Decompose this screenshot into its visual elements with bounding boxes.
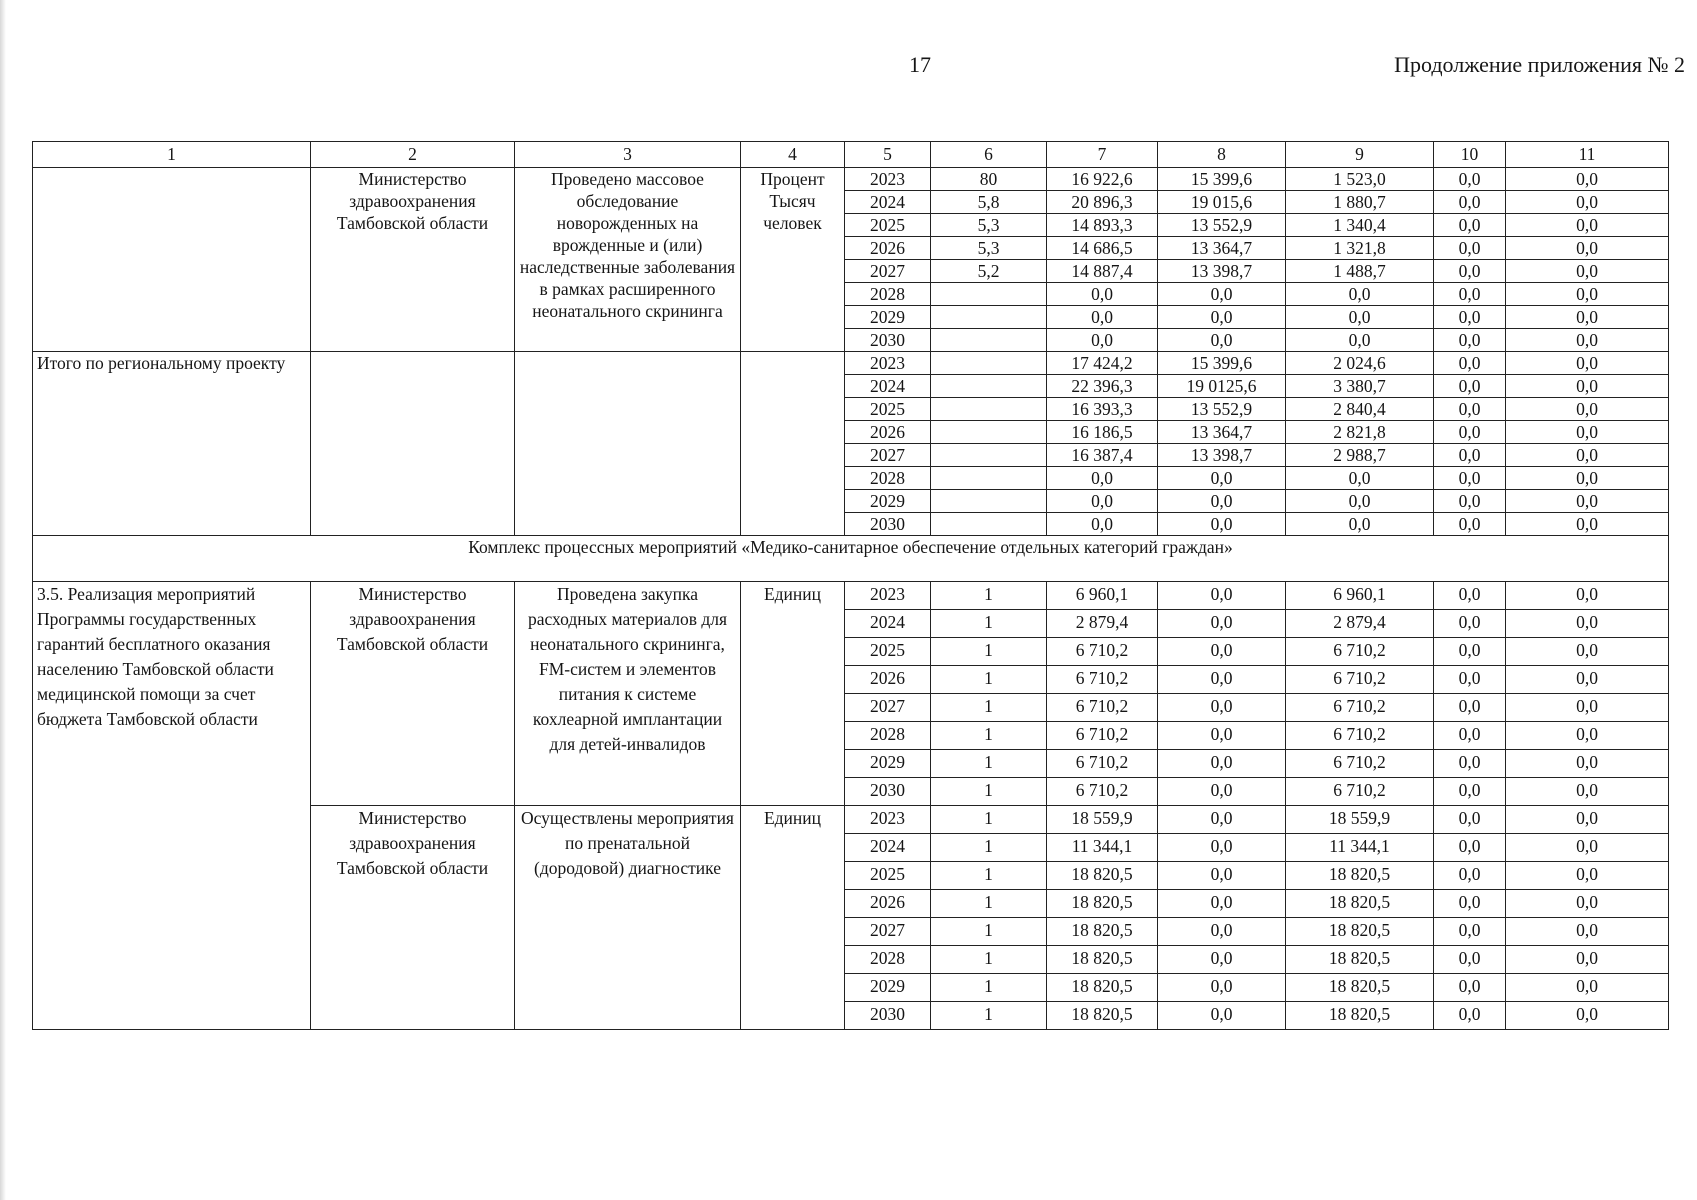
total-amount-cell: 14 686,5 [1047,237,1158,260]
federal-budget-cell: 0,0 [1158,890,1286,918]
regional-budget-cell: 1 523,0 [1286,168,1434,191]
total-amount-cell: 16 922,6 [1047,168,1158,191]
indicator-value-cell [931,444,1047,467]
regional-budget-cell: 1 880,7 [1286,191,1434,214]
regional-budget-cell: 18 820,5 [1286,974,1434,1002]
column-header: 5 [845,142,931,168]
regional-budget-cell: 18 820,5 [1286,918,1434,946]
local-budget-cell: 0,0 [1434,918,1506,946]
column-header: 8 [1158,142,1286,168]
regional-budget-cell: 18 820,5 [1286,1002,1434,1030]
regional-budget-cell: 2 879,4 [1286,610,1434,638]
federal-budget-cell: 0,0 [1158,750,1286,778]
page-number: 17 [909,52,931,77]
extrabudget-cell: 0,0 [1506,375,1669,398]
total-amount-cell: 17 424,2 [1047,352,1158,375]
federal-budget-cell: 13 552,9 [1158,398,1286,421]
year-cell: 2026 [845,237,931,260]
regional-budget-cell: 18 820,5 [1286,890,1434,918]
extrabudget-cell: 0,0 [1506,329,1669,352]
extrabudget-cell: 0,0 [1506,890,1669,918]
extrabudget-cell: 0,0 [1506,421,1669,444]
executor-cell: Министерство здравоохранения Тамбовской области [311,168,515,352]
indicator-value-cell [931,352,1047,375]
local-budget-cell: 0,0 [1434,398,1506,421]
total-amount-cell: 18 820,5 [1047,918,1158,946]
total-amount-cell: 0,0 [1047,329,1158,352]
federal-budget-cell: 0,0 [1158,1002,1286,1030]
federal-budget-cell: 0,0 [1158,806,1286,834]
local-budget-cell: 0,0 [1434,834,1506,862]
extrabudget-cell: 0,0 [1506,946,1669,974]
table-header-row [33,142,1669,168]
local-budget-cell: 0,0 [1434,467,1506,490]
local-budget-cell: 0,0 [1434,513,1506,536]
total-amount-cell: 6 710,2 [1047,722,1158,750]
federal-budget-cell: 0,0 [1158,974,1286,1002]
year-cell: 2024 [845,375,931,398]
indicator-value-cell: 1 [931,694,1047,722]
year-cell: 2028 [845,946,931,974]
extrabudget-cell: 0,0 [1506,638,1669,666]
indicator-value-cell: 1 [931,834,1047,862]
year-cell: 2024 [845,610,931,638]
extrabudget-cell: 0,0 [1506,750,1669,778]
regional-budget-cell: 0,0 [1286,283,1434,306]
executor-cell: Министерство здравоохранения Тамбовской области [311,806,515,1030]
federal-budget-cell: 0,0 [1158,778,1286,806]
regional-budget-cell: 1 488,7 [1286,260,1434,283]
executor-cell [311,352,515,536]
year-cell: 2023 [845,352,931,375]
measure-name-cell: Итого по региональному проекту [33,352,311,536]
indicator-value-cell: 1 [931,582,1047,610]
year-cell: 2027 [845,694,931,722]
unit-cell: Единиц [741,582,845,806]
column-header: 9 [1286,142,1434,168]
federal-budget-cell: 0,0 [1158,918,1286,946]
regional-budget-cell: 18 559,9 [1286,806,1434,834]
indicator-value-cell: 5,8 [931,191,1047,214]
total-amount-cell: 18 820,5 [1047,946,1158,974]
year-cell: 2027 [845,918,931,946]
year-cell: 2025 [845,214,931,237]
extrabudget-cell: 0,0 [1506,191,1669,214]
federal-budget-cell: 0,0 [1158,694,1286,722]
total-amount-cell: 11 344,1 [1047,834,1158,862]
indicator-value-cell: 1 [931,918,1047,946]
extrabudget-cell: 0,0 [1506,1002,1669,1030]
regional-budget-cell: 0,0 [1286,329,1434,352]
table-row [33,168,1669,191]
indicator-value-cell: 1 [931,722,1047,750]
section-row [33,536,1669,582]
extrabudget-cell: 0,0 [1506,168,1669,191]
year-cell: 2030 [845,1002,931,1030]
regional-budget-cell: 6 710,2 [1286,638,1434,666]
indicator-value-cell: 1 [931,666,1047,694]
year-cell: 2028 [845,722,931,750]
indicator-value-cell: 1 [931,750,1047,778]
extrabudget-cell: 0,0 [1506,306,1669,329]
federal-budget-cell: 13 364,7 [1158,237,1286,260]
budget-table [32,141,1669,1030]
year-cell: 2029 [845,750,931,778]
local-budget-cell: 0,0 [1434,421,1506,444]
year-cell: 2029 [845,974,931,1002]
total-amount-cell: 2 879,4 [1047,610,1158,638]
extrabudget-cell: 0,0 [1506,834,1669,862]
appendix-note: Продолжение приложения № 2 [1394,52,1685,77]
federal-budget-cell: 13 552,9 [1158,214,1286,237]
column-header: 10 [1434,142,1506,168]
year-cell: 2026 [845,890,931,918]
total-amount-cell: 6 960,1 [1047,582,1158,610]
extrabudget-cell: 0,0 [1506,694,1669,722]
indicator-value-cell: 1 [931,946,1047,974]
indicator-value-cell [931,467,1047,490]
indicator-value-cell [931,329,1047,352]
federal-budget-cell: 13 398,7 [1158,260,1286,283]
indicator-value-cell [931,398,1047,421]
extrabudget-cell: 0,0 [1506,352,1669,375]
column-header: 7 [1047,142,1158,168]
extrabudget-cell: 0,0 [1506,444,1669,467]
total-amount-cell: 0,0 [1047,306,1158,329]
extrabudget-cell: 0,0 [1506,467,1669,490]
result-cell [515,352,741,536]
regional-budget-cell: 2 988,7 [1286,444,1434,467]
total-amount-cell: 16 393,3 [1047,398,1158,421]
total-amount-cell: 6 710,2 [1047,638,1158,666]
federal-budget-cell: 0,0 [1158,467,1286,490]
federal-budget-cell: 0,0 [1158,722,1286,750]
year-cell: 2025 [845,398,931,421]
regional-budget-cell: 6 710,2 [1286,722,1434,750]
year-cell: 2025 [845,638,931,666]
year-cell: 2030 [845,513,931,536]
total-amount-cell: 18 820,5 [1047,1002,1158,1030]
column-header: 2 [311,142,515,168]
federal-budget-cell: 0,0 [1158,582,1286,610]
federal-budget-cell: 19 015,6 [1158,191,1286,214]
table-row [33,582,1669,610]
federal-budget-cell: 15 399,6 [1158,168,1286,191]
column-header: 1 [33,142,311,168]
federal-budget-cell: 0,0 [1158,513,1286,536]
local-budget-cell: 0,0 [1434,375,1506,398]
regional-budget-cell: 6 710,2 [1286,750,1434,778]
regional-budget-cell: 2 840,4 [1286,398,1434,421]
scan-edge-shadow [0,0,6,1200]
extrabudget-cell: 0,0 [1506,806,1669,834]
year-cell: 2027 [845,444,931,467]
year-cell: 2030 [845,778,931,806]
federal-budget-cell: 0,0 [1158,610,1286,638]
column-header: 6 [931,142,1047,168]
indicator-value-cell: 1 [931,638,1047,666]
indicator-value-cell: 1 [931,890,1047,918]
year-cell: 2025 [845,862,931,890]
result-cell: Осуществлены мероприятия по пренатальной (дородовой) диагностике [515,806,741,1030]
total-amount-cell: 14 887,4 [1047,260,1158,283]
indicator-value-cell [931,421,1047,444]
extrabudget-cell: 0,0 [1506,398,1669,421]
local-budget-cell: 0,0 [1434,862,1506,890]
local-budget-cell: 0,0 [1434,946,1506,974]
federal-budget-cell: 0,0 [1158,638,1286,666]
federal-budget-cell: 0,0 [1158,329,1286,352]
federal-budget-cell: 13 364,7 [1158,421,1286,444]
regional-budget-cell: 6 710,2 [1286,694,1434,722]
federal-budget-cell: 0,0 [1158,306,1286,329]
year-cell: 2028 [845,283,931,306]
total-amount-cell: 6 710,2 [1047,750,1158,778]
federal-budget-cell: 13 398,7 [1158,444,1286,467]
local-budget-cell: 0,0 [1434,168,1506,191]
year-cell: 2026 [845,421,931,444]
result-cell: Проведена закупка расходных материалов для неонатального скрининга, FM-систем и элементов питания к системе кохлеарной имплантации для детей-инвалидов [515,582,741,806]
federal-budget-cell: 0,0 [1158,834,1286,862]
indicator-value-cell: 1 [931,974,1047,1002]
total-amount-cell: 0,0 [1047,490,1158,513]
indicator-value-cell: 1 [931,778,1047,806]
local-budget-cell: 0,0 [1434,638,1506,666]
regional-budget-cell: 3 380,7 [1286,375,1434,398]
total-amount-cell: 6 710,2 [1047,666,1158,694]
total-amount-cell: 18 820,5 [1047,974,1158,1002]
local-budget-cell: 0,0 [1434,610,1506,638]
local-budget-cell: 0,0 [1434,237,1506,260]
regional-budget-cell: 18 820,5 [1286,946,1434,974]
regional-budget-cell: 2 024,6 [1286,352,1434,375]
executor-cell: Министерство здравоохранения Тамбовской области [311,582,515,806]
year-cell: 2024 [845,834,931,862]
regional-budget-cell: 0,0 [1286,490,1434,513]
local-budget-cell: 0,0 [1434,750,1506,778]
indicator-value-cell: 1 [931,862,1047,890]
regional-budget-cell: 0,0 [1286,467,1434,490]
total-amount-cell: 16 186,5 [1047,421,1158,444]
extrabudget-cell: 0,0 [1506,237,1669,260]
local-budget-cell: 0,0 [1434,890,1506,918]
section-title-cell: Комплекс процессных мероприятий «Медико-санитарное обеспечение отдельных категорий граждан» [33,536,1669,582]
column-header: 11 [1506,142,1669,168]
local-budget-cell: 0,0 [1434,694,1506,722]
indicator-value-cell: 1 [931,806,1047,834]
local-budget-cell: 0,0 [1434,490,1506,513]
federal-budget-cell: 15 399,6 [1158,352,1286,375]
local-budget-cell: 0,0 [1434,352,1506,375]
indicator-value-cell: 1 [931,610,1047,638]
indicator-value-cell [931,490,1047,513]
year-cell: 2028 [845,467,931,490]
year-cell: 2024 [845,191,931,214]
regional-budget-cell: 6 710,2 [1286,778,1434,806]
year-cell: 2023 [845,168,931,191]
measure-name-cell [33,168,311,352]
total-amount-cell: 18 820,5 [1047,890,1158,918]
extrabudget-cell: 0,0 [1506,260,1669,283]
total-amount-cell: 0,0 [1047,513,1158,536]
extrabudget-cell: 0,0 [1506,283,1669,306]
regional-budget-cell: 6 710,2 [1286,666,1434,694]
regional-budget-cell: 11 344,1 [1286,834,1434,862]
year-cell: 2029 [845,306,931,329]
year-cell: 2029 [845,490,931,513]
year-cell: 2027 [845,260,931,283]
regional-budget-cell: 1 321,8 [1286,237,1434,260]
total-amount-cell: 16 387,4 [1047,444,1158,467]
extrabudget-cell: 0,0 [1506,918,1669,946]
regional-budget-cell: 2 821,8 [1286,421,1434,444]
total-amount-cell: 18 559,9 [1047,806,1158,834]
indicator-value-cell: 80 [931,168,1047,191]
local-budget-cell: 0,0 [1434,974,1506,1002]
result-cell: Проведено массовое обследование новорожденных на врожденные и (или) наследственные заболевания в рамках расширенного неонатального скрининга [515,168,741,352]
unit-cell: Процент Тысяч человек [741,168,845,352]
local-budget-cell: 0,0 [1434,444,1506,467]
local-budget-cell: 0,0 [1434,214,1506,237]
local-budget-cell: 0,0 [1434,806,1506,834]
extrabudget-cell: 0,0 [1506,513,1669,536]
year-cell: 2023 [845,582,931,610]
local-budget-cell: 0,0 [1434,191,1506,214]
total-amount-cell: 14 893,3 [1047,214,1158,237]
indicator-value-cell [931,283,1047,306]
indicator-value-cell [931,306,1047,329]
unit-cell [741,352,845,536]
federal-budget-cell: 0,0 [1158,946,1286,974]
total-amount-cell: 20 896,3 [1047,191,1158,214]
federal-budget-cell: 0,0 [1158,490,1286,513]
year-cell: 2026 [845,666,931,694]
local-budget-cell: 0,0 [1434,283,1506,306]
regional-budget-cell: 6 960,1 [1286,582,1434,610]
local-budget-cell: 0,0 [1434,666,1506,694]
table-row [33,352,1669,375]
extrabudget-cell: 0,0 [1506,610,1669,638]
local-budget-cell: 0,0 [1434,1002,1506,1030]
indicator-value-cell: 5,3 [931,214,1047,237]
extrabudget-cell: 0,0 [1506,974,1669,1002]
total-amount-cell: 22 396,3 [1047,375,1158,398]
extrabudget-cell: 0,0 [1506,778,1669,806]
extrabudget-cell: 0,0 [1506,666,1669,694]
total-amount-cell: 0,0 [1047,467,1158,490]
column-header: 3 [515,142,741,168]
local-budget-cell: 0,0 [1434,778,1506,806]
indicator-value-cell: 5,2 [931,260,1047,283]
total-amount-cell: 6 710,2 [1047,694,1158,722]
federal-budget-cell: 0,0 [1158,666,1286,694]
federal-budget-cell: 0,0 [1158,283,1286,306]
total-amount-cell: 0,0 [1047,283,1158,306]
federal-budget-cell: 0,0 [1158,862,1286,890]
unit-cell: Единиц [741,806,845,1030]
total-amount-cell: 18 820,5 [1047,862,1158,890]
local-budget-cell: 0,0 [1434,306,1506,329]
federal-budget-cell: 19 0125,6 [1158,375,1286,398]
measure-name-cell: 3.5. Реализация мероприятий Программы государственных гарантий бесплатного оказания населению Тамбовской области медицинской помощи за счет бюджета Тамбовской области [33,582,311,1030]
indicator-value-cell [931,375,1047,398]
indicator-value-cell: 1 [931,1002,1047,1030]
extrabudget-cell: 0,0 [1506,582,1669,610]
local-budget-cell: 0,0 [1434,582,1506,610]
year-cell: 2030 [845,329,931,352]
extrabudget-cell: 0,0 [1506,214,1669,237]
regional-budget-cell: 0,0 [1286,306,1434,329]
regional-budget-cell: 18 820,5 [1286,862,1434,890]
year-cell: 2023 [845,806,931,834]
local-budget-cell: 0,0 [1434,260,1506,283]
regional-budget-cell: 0,0 [1286,513,1434,536]
extrabudget-cell: 0,0 [1506,862,1669,890]
indicator-value-cell [931,513,1047,536]
indicator-value-cell: 5,3 [931,237,1047,260]
total-amount-cell: 6 710,2 [1047,778,1158,806]
regional-budget-cell: 1 340,4 [1286,214,1434,237]
extrabudget-cell: 0,0 [1506,490,1669,513]
local-budget-cell: 0,0 [1434,329,1506,352]
column-header: 4 [741,142,845,168]
local-budget-cell: 0,0 [1434,722,1506,750]
extrabudget-cell: 0,0 [1506,722,1669,750]
